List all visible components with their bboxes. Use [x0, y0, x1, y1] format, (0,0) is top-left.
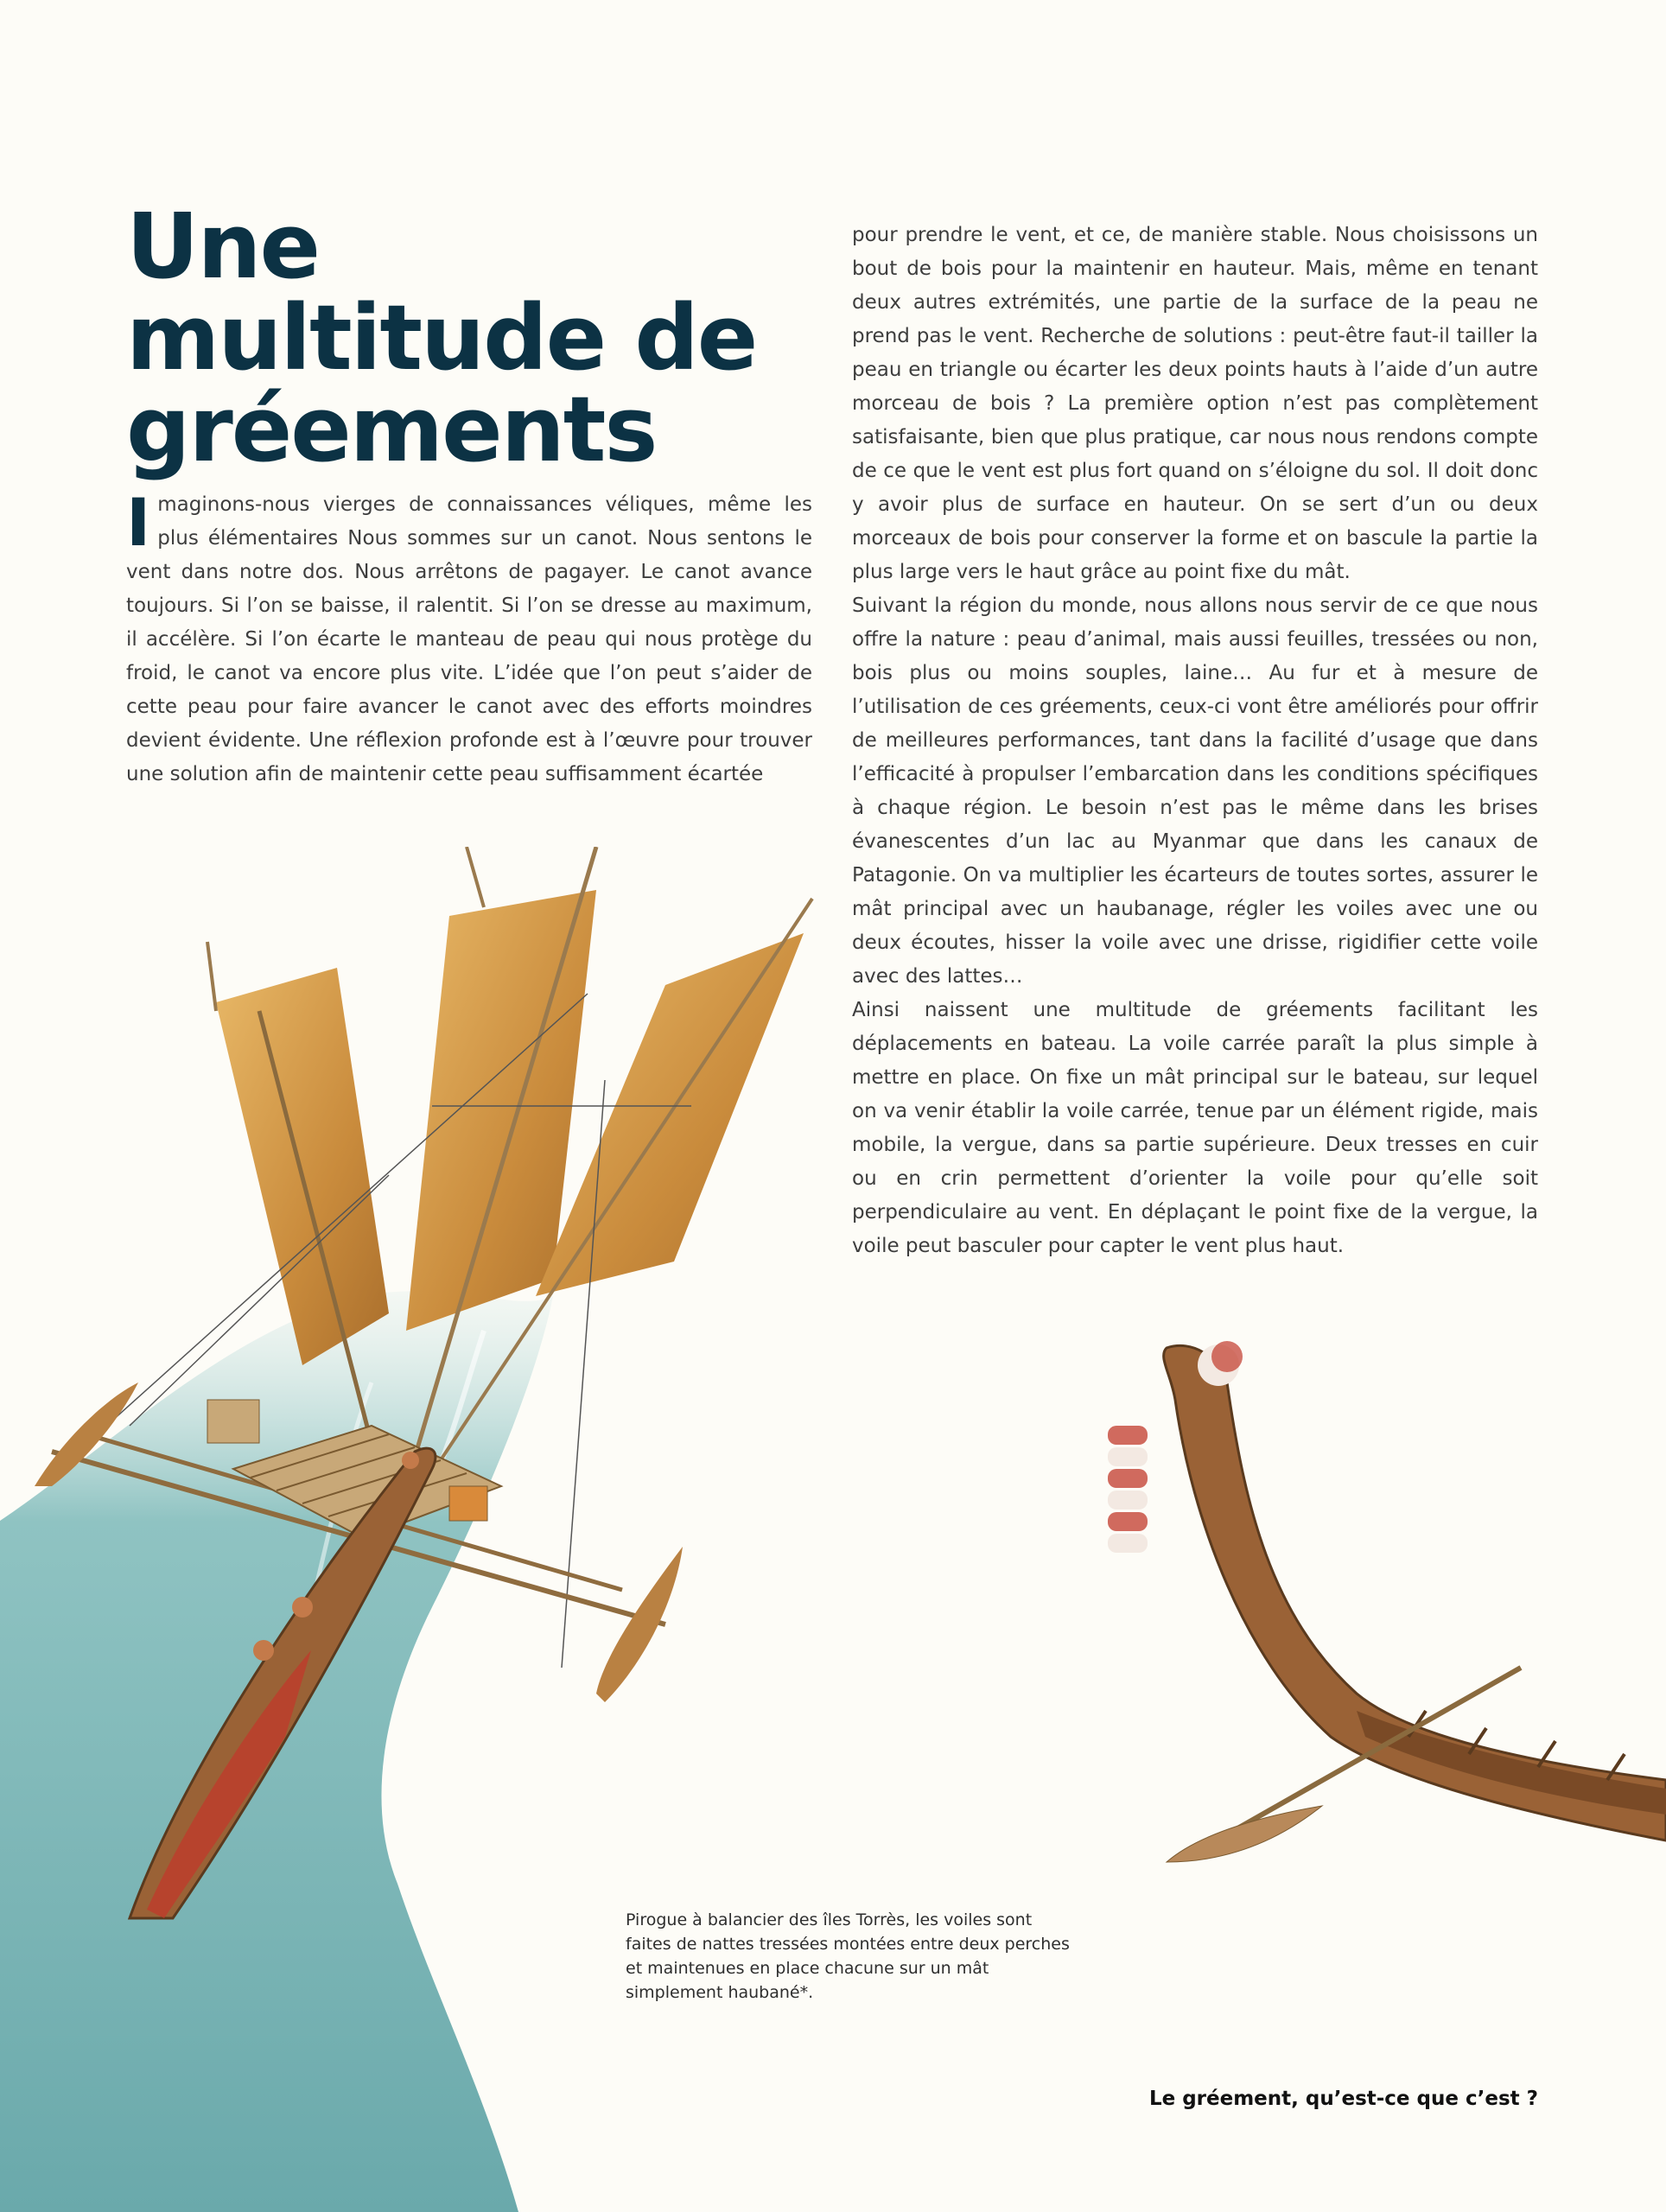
- body-paragraph-3: Ainsi naissent une multitude de gréements facilitant les déplacements en bateau. La voile carrée paraît la plus simple à mettre en place. On fixe un mât principal sur le bateau, sur lequel on va venir établir la voile carrée, tenue par un élément rigide, mais mobile, la vergue, dans sa partie supérieure. Deux tresses en cuir ou en crin permettent d’orienter la voile pour qu’elle soit perpendiculaire au vent. En déplaçant le point fixe de la vergue, la voile peut basculer pour capter le vent plus haut.: [852, 999, 1538, 1257]
- outrigger-float-right: [596, 1547, 683, 1702]
- intro-text: maginons-nous vierges de connaissances véliques, même les plus élémentaires Nous sommes sur un canot. Nous sentons le vent dans notre dos. Nous arrêtons de pagayer. Le canot avance toujours. Si l’on se baisse, il ralentit. Si l’on se dresse au maximum, il accélère. Si l’on écarte le manteau de peau qui nous protège du froid, le canot va encore plus vite. L’idée que l’on peut s’aider de cette peau pour faire avancer le canot avec des efforts moindres devient évidente. Une réflexion profonde est à l’œuvre pour trouver une solution afin de maintenir cette peau suffisamment écartée: [126, 493, 812, 785]
- sail-left: [216, 968, 389, 1365]
- intro-column: [126, 484, 812, 791]
- body-column: [852, 219, 1538, 1263]
- outrigger-canoe-illustration: [0, 847, 830, 2212]
- carved-bow-illustration: [1097, 1331, 1666, 1884]
- page-title: Une multitude de gréements: [126, 194, 757, 482]
- paddle-blade: [1167, 1806, 1322, 1862]
- drop-cap: I: [126, 484, 151, 561]
- figure-caption: Pirogue à balancier des îles Torrès, les voiles sont faites de nattes tressées montées entre deux perches et maintenues en place chacune sur un mât simplement haubané*.: [626, 1910, 1070, 2002]
- body-paragraph-2: Suivant la région du monde, nous allons nous servir de ce que nous offre la nature : peau d’animal, mais aussi feuilles, tressées ou non, bois plus ou moins souples, laine… Au fur et à mesure de l’utilisation de ces gréements, ceux-ci vont être améliorés pour offrir de meilleures performances, tant dans la facilité d’usage que dans l’efficacité à propulser l’embarcation dans les conditions spécifiques à chaque région. Le besoin n’est pas le même dans les brises évanescentes d’un lac au Myanmar que dans les canaux de Patagonie. On va multiplier les écarteurs de toutes sortes, assurer le mât principal avec un haubanage, régler les voiles avec une ou deux écoutes, hisser la voile avec une drisse, rigidifier cette voile avec des lattes…: [852, 594, 1538, 988]
- running-footer: Le gréement, qu’est-ce que c’est ?: [1148, 2088, 1538, 2110]
- carved-prow: [1164, 1345, 1666, 1840]
- body-paragraph-1: pour prendre le vent, et ce, de manière stable. Nous choisissons un bout de bois pour la maintenir en hauteur. Mais, même en tenant deux autres extrémités, une partie de la surface de la peau ne prend pas le vent. Recherche de solutions : peut-être faut-il tailler la peau en triangle ou écarter les deux points hauts à l’aide d’un autre morceau de bois ? La première option n’est pas complètement satisfaisante, bien que plus pratique, car nous nous rendons compte de ce que le vent est plus fort quand on s’éloigne du sol. Il doit donc y avoir plus de surface en hauteur. On se sert d’un ou deux morceaux de bois pour conserver la forme et on bascule la partie la plus large vers le haut grâce au point fixe du mât.: [852, 224, 1538, 583]
